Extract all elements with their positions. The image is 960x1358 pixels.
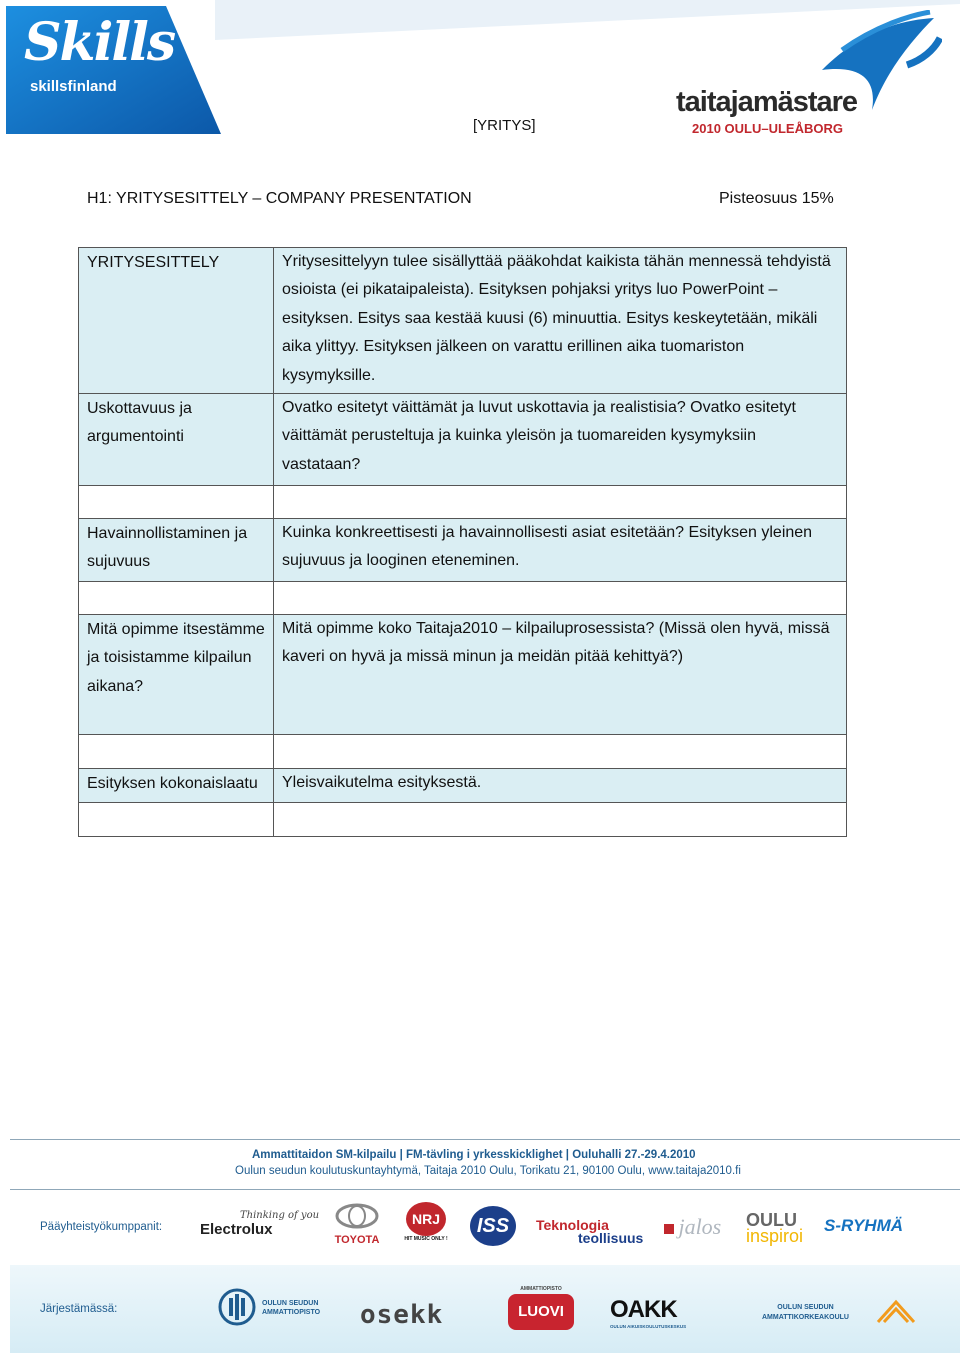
footer-divider xyxy=(10,1139,960,1140)
description-cell: Yritysesittelyyn tulee sisällyttää pääkohdat kaikista tähän mennessä tehdyistä osioista (ei pikataipaleista). Esityksen pohjaksi yritys luo PowerPoint – esityksen. Esitys saa kestää kuusi (6) minuuttia. Esitys keskeytetään, mikäli aika ylittyy. Esityksen jälkeen on varattu erillinen aika tuomariston kysymyksille. xyxy=(274,248,847,394)
event-subtitle: 2010 OULU–ULEÅBORG xyxy=(692,121,843,136)
skills-subtitle: skillsfinland xyxy=(30,78,117,95)
jalos-square-icon xyxy=(664,1224,674,1234)
table-row xyxy=(79,519,847,582)
footer-divider xyxy=(10,1189,960,1190)
table-row xyxy=(79,615,847,735)
luovi-logo: AMMATTIOPISTO LUOVI xyxy=(508,1286,574,1334)
page-header xyxy=(0,0,960,140)
description-cell xyxy=(274,803,847,837)
criterion-cell xyxy=(79,735,274,769)
criterion-cell: Mitä opimme itsestämme ja toisistamme kilpailun aikana? xyxy=(79,615,274,735)
skills-wordmark: Skills xyxy=(24,12,175,73)
toyota-emblem-icon xyxy=(335,1203,379,1229)
description-cell: Mitä opimme koko Taitaja2010 – kilpailuprosessista? (Missä olen hyvä, missä kaveri on hyvä ja missä minun ja meidän pitää kehittyä?) xyxy=(274,615,847,735)
description-cell: Ovatko esitetyt väittämät ja luvut uskottavia ja realistisia? Ovatko esitetyt väittämät perusteltuja ja kuinka yleisön ja tuomareiden kysymyksiin vastataan? xyxy=(274,394,847,486)
oamk-emblem-icon xyxy=(876,1298,916,1324)
criterion-cell: Uskottavuus ja argumentointi xyxy=(79,394,274,486)
criterion-cell: Esityksen kokonaislaatu xyxy=(79,769,274,803)
electrolux-tagline: Thinking of you xyxy=(240,1210,320,1221)
partners-label: Pääyhteistyökumppanit: xyxy=(40,1221,163,1233)
description-cell xyxy=(274,735,847,769)
osekk-logo: osekk xyxy=(360,1300,444,1330)
footer-event-line: Ammattitaidon SM-kilpailu | FM-tävling i yrkesskicklighet | Ouluhalli 27.-29.4.2010 xyxy=(252,1149,696,1161)
teknologiateollisuus-logo: Teknologia teollisuus xyxy=(536,1217,644,1246)
osao-emblem-icon xyxy=(218,1286,256,1328)
s-ryhma-logo: S-RYHMÄ xyxy=(824,1216,904,1235)
toyota-logo: TOYOTA xyxy=(330,1203,384,1245)
table-row xyxy=(79,769,847,803)
description-cell xyxy=(274,486,847,519)
organizers-label: Järjestämässä: xyxy=(40,1303,118,1315)
score-weight: Pisteosuus 15% xyxy=(719,190,834,207)
header-placeholder: [YRITYS] xyxy=(473,117,536,134)
table-row xyxy=(79,394,847,486)
electrolux-logo: Thinking of you Electrolux xyxy=(200,1210,320,1238)
description-cell xyxy=(274,582,847,615)
table-row xyxy=(79,803,847,837)
description-cell: Kuinka konkreettisesti ja havainnollisesti asiat esitetään? Esityksen yleinen sujuvuus ja looginen eteneminen. xyxy=(274,519,847,582)
criterion-cell xyxy=(79,803,274,837)
criterion-cell: YRITYSESITTELY xyxy=(79,248,274,394)
criterion-cell xyxy=(79,582,274,615)
criteria-table xyxy=(78,247,847,837)
oakk-logo: OAKK OULUN AIKUISKOULUTUSKESKUS xyxy=(610,1296,687,1329)
table-row xyxy=(79,735,847,769)
table-row xyxy=(79,248,847,394)
table-row xyxy=(79,582,847,615)
osao-logo: OULUN SEUDUN AMMATTIOPISTO xyxy=(218,1286,328,1328)
criterion-cell: Havainnollistaminen ja sujuvuus xyxy=(79,519,274,582)
taitajamastare-logo: taitajamästare xyxy=(676,86,858,118)
description-cell: Yleisvaikutelma esityksestä. xyxy=(274,769,847,803)
nrj-logo: NRJ HIT MUSIC ONLY ! xyxy=(402,1202,450,1248)
iss-logo: ISS xyxy=(470,1206,516,1246)
jalos-logo: jalos xyxy=(664,1214,732,1242)
criterion-cell xyxy=(79,486,274,519)
oulu-inspiroi-logo: OULU inspiroi xyxy=(746,1210,804,1246)
oamk-logo: OULUN SEUDUN AMMATTIKORKEAKOULU xyxy=(762,1304,849,1321)
section-title: H1: YRITYSESITTELY – COMPANY PRESENTATION xyxy=(87,190,472,207)
table-row xyxy=(79,486,847,519)
footer-address-line: Oulun seudun koulutuskuntayhtymä, Taitaja 2010 Oulu, Torikatu 21, 90100 Oulu, www.taitaja2010.fi xyxy=(235,1165,741,1177)
